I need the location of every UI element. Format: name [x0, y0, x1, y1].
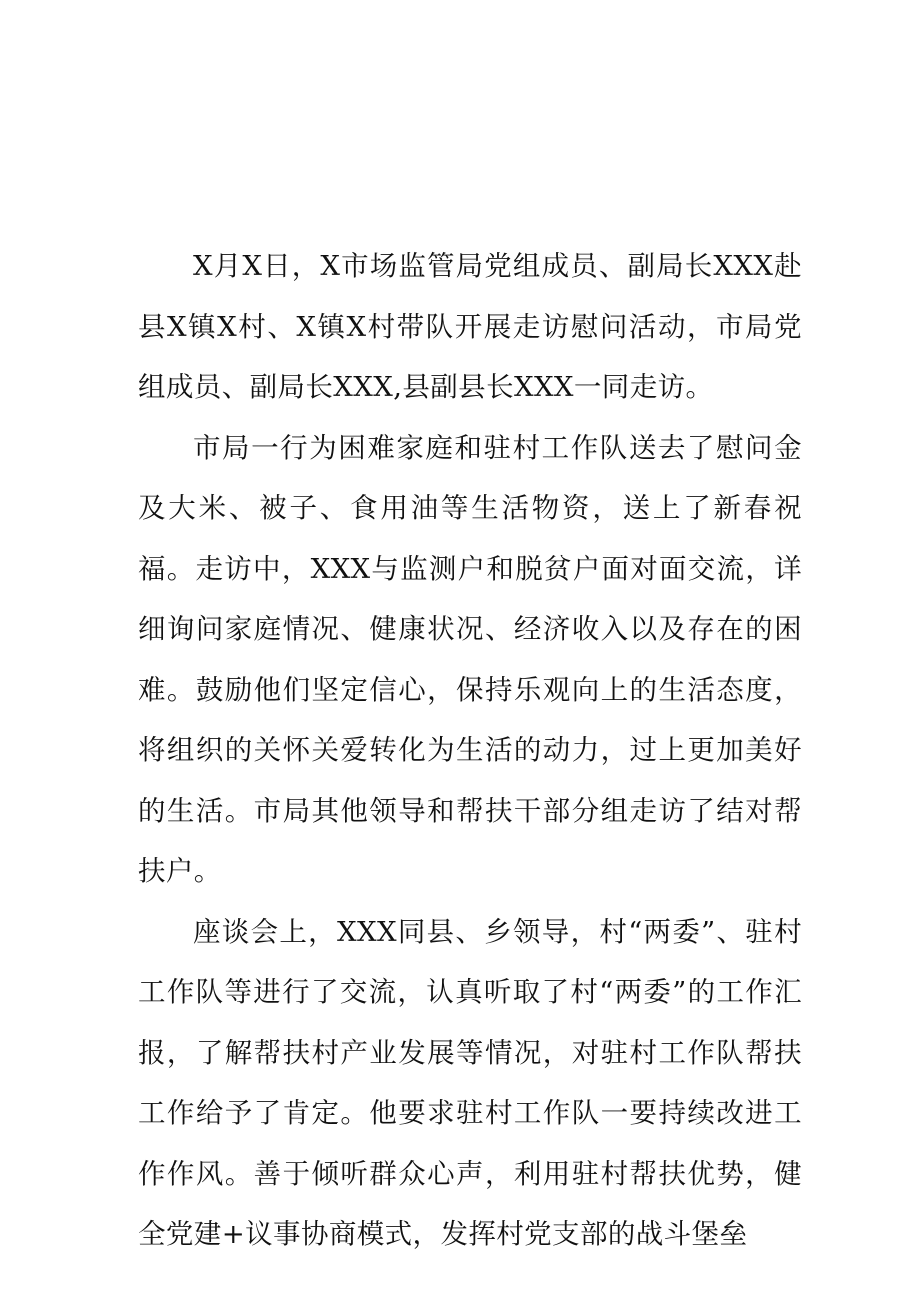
document-body	[138, 236, 802, 1265]
paragraph-symposium: 座谈会上，XXX同县、乡领导，村“两委”、驻村工作队等进行了交流，认真听取了村“两委”的工作汇报，了解帮扶村产业发展等情况，对驻村工作队帮扶工作给予了肯定。他要求驻村工作队一要持续改进工作作风。善于倾听群众心声，利用驻村帮扶优势，健全党建+议事协商模式，发挥村党支部的战斗堡垒	[138, 915, 802, 1250]
paragraph-visit-overview: X月X日，X市场监管局党组成员、副局长XXX赴县X镇X村、X镇X村带队开展走访慰问活动，市局党组成员、副局长XXX,县副县长XXX一同走访。	[138, 250, 802, 403]
paragraph-condolence-details: 市局一行为困难家庭和驻村工作队送去了慰问金及大米、被子、食用油等生活物资，送上了新春祝福。走访中，XXX与监测户和脱贫户面对面交流，详细询问家庭情况、健康状况、经济收入以及存在的困难。鼓励他们坚定信心，保持乐观向上的生活态度，将组织的关怀关爱转化为生活的动力，过上更加美好的生活。市局其他领导和帮扶干部分组走访了结对帮扶户。	[138, 431, 802, 887]
